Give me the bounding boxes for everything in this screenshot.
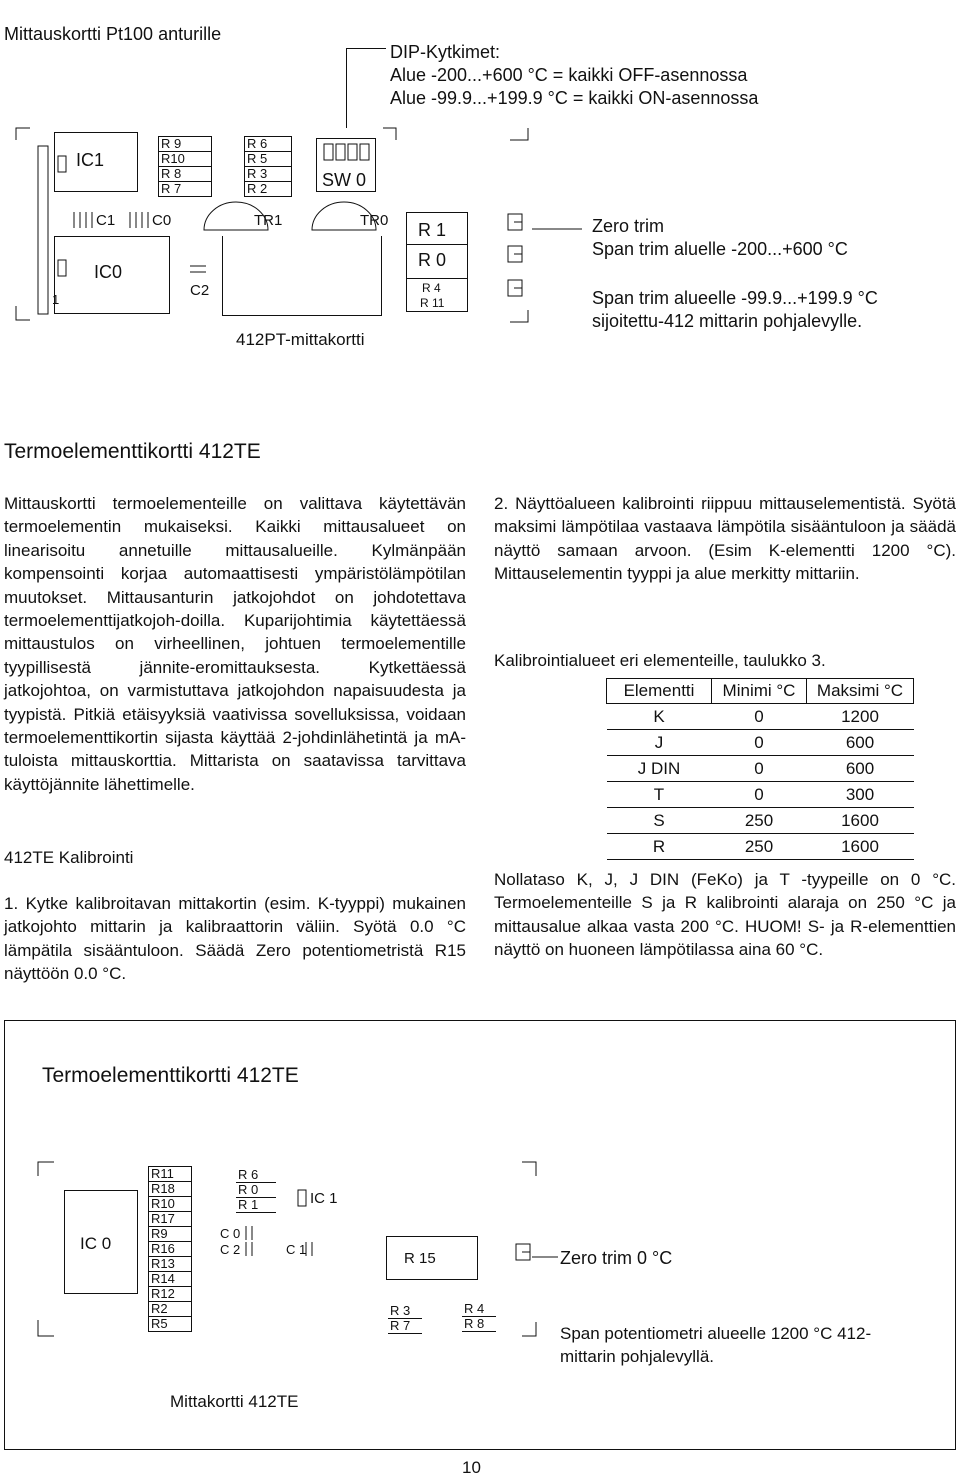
board2-title: Termoelementtikortti 412TE bbox=[42, 1064, 299, 1087]
calibration-title: 412TE Kalibrointi bbox=[4, 848, 134, 867]
resistor-label: R 8 bbox=[462, 1317, 496, 1332]
resistor-label: R10 bbox=[159, 152, 211, 167]
span-trim-note-2: Span trim alueelle -99.9...+199.9 °C bbox=[592, 288, 878, 308]
r3-r7-pair bbox=[388, 1304, 422, 1334]
board2-caption: Mittakortti 412TE bbox=[170, 1392, 299, 1411]
column-header: Maksimi °C bbox=[807, 679, 914, 704]
resistor-label: R 3 bbox=[245, 167, 291, 182]
section-title: Termoelementtikortti 412TE bbox=[4, 440, 261, 463]
resistor-label: R 7 bbox=[388, 1319, 422, 1334]
resistor-label: R14 bbox=[149, 1272, 191, 1287]
resistor-label: R17 bbox=[149, 1212, 191, 1227]
column-header: Elementti bbox=[607, 679, 712, 704]
step1-text: 1. Kytke kalibroitavan mittakortin (esim. K-tyyppi) mukainen jatkojohto mittarin ja kalibraattorin väliin. Syötä 0.0 °C lämpätila sisääntuloon. Säädä Zero potentiometristä R15 näyttöön 0.0 °C. bbox=[4, 894, 466, 984]
r4-label: R 4 bbox=[422, 281, 441, 295]
board2-resistor-stack bbox=[148, 1166, 192, 1332]
table-cell: 0 bbox=[712, 730, 807, 756]
resistor-label: R 9 bbox=[159, 137, 211, 152]
table-cell: T bbox=[607, 782, 712, 808]
table-cell: 250 bbox=[712, 808, 807, 834]
ic0-412te-label: IC 0 bbox=[80, 1234, 112, 1253]
table-cell: 0 bbox=[712, 704, 807, 730]
resistor-label: R18 bbox=[149, 1182, 191, 1197]
step2-text: 2. Näyttöalueen kalibrointi riippuu mittauselementistä. Syötä maksimi lämpötilaa vastaava lämpötila sisääntuloon ja säädä näyttö samaan arvoon. (Esim K-elementti 1200 °C). Mittauselementin tyyppi ja alue merkitty mittariin. bbox=[494, 494, 956, 584]
pin1-label: 1 bbox=[52, 292, 60, 307]
table-cell: 0 bbox=[712, 756, 807, 782]
page-number: 10 bbox=[462, 1458, 481, 1477]
table-cell: J DIN bbox=[607, 756, 712, 782]
table-cell: S bbox=[607, 808, 712, 834]
c1-412te-label: C 1 bbox=[286, 1242, 307, 1257]
resistor-label: R 6 bbox=[236, 1168, 276, 1183]
intro-text: Mittauskortti termoelementeille on valittava käytettävän termoelementin mukaiseksi. Kaikki mittausalueet on linearisoitu annetuille mittausalueille. Kylmänpään kompensointi korjaa automaattisesti ympäristölämpötilan muutokset. Mittausanturin jatkojohdot on johdotettava termoelementtijatkojoh-doilla. Kuparijohtimia käytettäessä mittaustulos on virheellinen, johtuen termoelementille tyypillisestä jännite-eromittauksesta. Kytkettäessä jatkojohtoa, on varmistuttava jatkojohdon napaisuudesta ja tyypistä. Pitkiä etäisyyksiä vaativissa sovelluksissa, voidaan termoelementtikortin sijasta käyttää 2-johdinlähetintä ja mA-tuloista mittauskorttia. Mittarista on saatavissa tarvittava käyttöjännite lähettimelle. bbox=[4, 494, 466, 794]
table-caption: Kalibrointialueet eri elementeille, taulukko 3. bbox=[494, 651, 826, 670]
ic1-label: IC1 bbox=[76, 150, 105, 170]
table-cell: K bbox=[607, 704, 712, 730]
resistor-label: R 1 bbox=[236, 1198, 276, 1213]
dip-line-1: Alue -200...+600 °C = kaikki OFF-asennossa bbox=[390, 65, 748, 85]
resistor-label: R 0 bbox=[236, 1183, 276, 1198]
resistor-label: R5 bbox=[149, 1317, 191, 1332]
resistor-label: R 5 bbox=[245, 152, 291, 167]
dip-line-2: Alue -99.9...+199.9 °C = kaikki ON-asennossa bbox=[390, 88, 759, 108]
sw0-label: SW 0 bbox=[322, 170, 367, 190]
r15-label: R 15 bbox=[404, 1250, 436, 1267]
c0-label: C0 bbox=[152, 212, 172, 229]
resistor-label: R2 bbox=[149, 1302, 191, 1317]
r1-label: R 1 bbox=[418, 220, 447, 240]
resistor-label: R16 bbox=[149, 1242, 191, 1257]
resistor-label: R 6 bbox=[245, 137, 291, 152]
board2-resistor-group bbox=[236, 1168, 276, 1213]
table-cell: 250 bbox=[712, 834, 807, 860]
resistor-label: R 8 bbox=[159, 167, 211, 182]
r0-label: R 0 bbox=[418, 250, 447, 270]
table-cell: 600 bbox=[807, 756, 914, 782]
table-cell: R bbox=[607, 834, 712, 860]
resistor-label: R 4 bbox=[462, 1302, 496, 1317]
zero-trim-note: Zero trim bbox=[592, 216, 664, 236]
placement-note: sijoitettu-412 mittarin pohjalevylle. bbox=[592, 311, 863, 331]
resistor-label: R11 bbox=[149, 1167, 191, 1182]
span-pot-note: Span potentiometri alueelle 1200 °C 412-mittarin pohjalevyllä. bbox=[560, 1324, 872, 1366]
note-text: Nollataso K, J, J DIN (FeKo) ja T -tyypeille on 0 °C. Termoelementeille S ja R kalibrointi alaraja on 250 °C ja mittausalue alkaa vasta 200 °C. HUOM! S- ja R-elementtien näyttö on huoneen lämpötilassa aina 60 °C. bbox=[494, 870, 956, 960]
resistor-label: R 3 bbox=[388, 1304, 422, 1319]
c2-label: C2 bbox=[190, 282, 210, 299]
c2-412te-label: C 2 bbox=[220, 1242, 241, 1257]
span-trim-note-1: Span trim aluelle -200...+600 °C bbox=[592, 239, 848, 259]
table-cell: J bbox=[607, 730, 712, 756]
r11-label: R 11 bbox=[420, 296, 445, 310]
ic1-412te-label: IC 1 bbox=[310, 1190, 338, 1207]
resistor-label: R12 bbox=[149, 1287, 191, 1302]
tr1-label: TR1 bbox=[254, 212, 283, 229]
table-cell: 600 bbox=[807, 730, 914, 756]
resistor-label: R 7 bbox=[159, 182, 211, 197]
table-cell: 0 bbox=[712, 782, 807, 808]
r4-r8-pair bbox=[462, 1302, 496, 1332]
resistor-label: R10 bbox=[149, 1197, 191, 1212]
page-title: Mittauskortti Pt100 anturille bbox=[4, 24, 222, 44]
column-header: Minimi °C bbox=[712, 679, 807, 704]
resistor-label: R9 bbox=[149, 1227, 191, 1242]
c0-412te-label: C 0 bbox=[220, 1226, 241, 1241]
table-cell: 300 bbox=[807, 782, 914, 808]
tr0-label: TR0 bbox=[360, 212, 389, 229]
resistor-label: R13 bbox=[149, 1257, 191, 1272]
dip-title: DIP-Kytkimet: bbox=[390, 42, 501, 62]
board1-caption: 412PT-mittakortti bbox=[236, 330, 365, 349]
table-cell: 1600 bbox=[807, 808, 914, 834]
c1-label: C1 bbox=[96, 212, 116, 229]
zero-trim-412te: Zero trim 0 °C bbox=[560, 1248, 673, 1268]
ic0-label: IC0 bbox=[94, 262, 123, 282]
table-cell: 1600 bbox=[807, 834, 914, 860]
resistor-label: R 2 bbox=[245, 182, 291, 197]
table-cell: 1200 bbox=[807, 704, 914, 730]
